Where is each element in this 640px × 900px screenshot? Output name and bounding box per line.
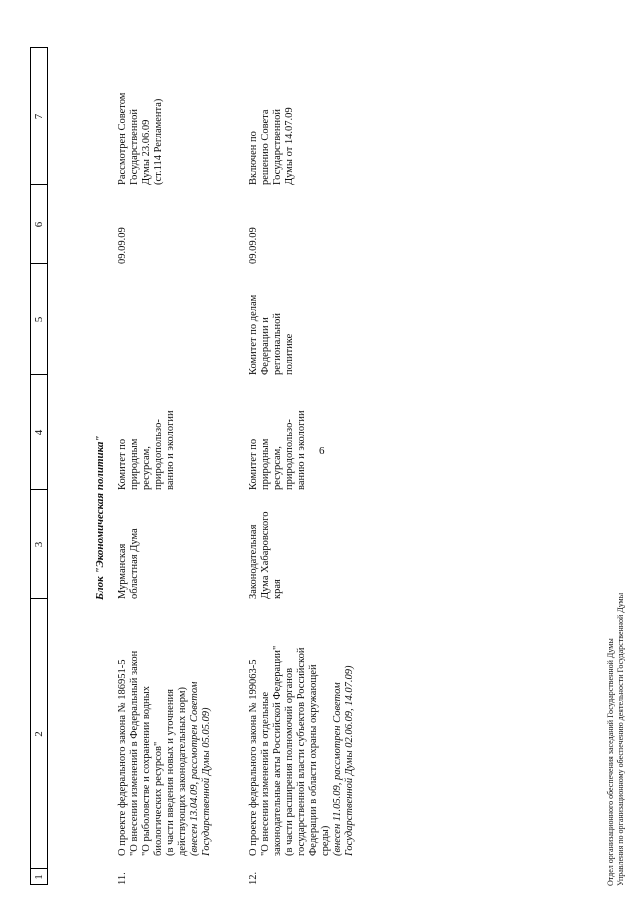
date: 09.09.09 [117, 227, 128, 264]
page-number: 6 [319, 445, 325, 457]
header-top-rule [30, 47, 31, 885]
initiator: Законодательная Дума Хабаровского края [248, 511, 283, 599]
co-executor-committee: Комитет по делам Федерации и региональной политике [248, 294, 295, 375]
column-number-7: 7 [33, 113, 45, 120]
responsible-committee: Комитет по природным ресурсам, природопользо- ванию и экологии [248, 410, 307, 490]
bill-description: О проекте федерального закона № 199063-5 "О внесении изменений в отдельные законодательные акты Российской Федерации" (в части расширения полномочий органов государственной власти субъектов Российской Федерации в области охраны окружающей среды) (внесен 11.05.09, рассмотрен Советом Государственной Думы 02.06.09, 14.07.09) [248, 645, 355, 856]
status: Включен по решению Совета Государственной Думы от 14.07.09 [248, 107, 295, 185]
footer-line: Отдел организационного обеспечения заседаний Государственной Думы [606, 638, 615, 886]
bill-description: О проекте федерального закона № 186951-5 "О внесении изменений в Федеральный закон "О рыболовстве и сохранении водных биологических ресурсов" (в части введения новых и уточнения действующих законодательных норм) (внесен 13.04.09, рассмотрен Советом Государственной Думы 05.05.09) [117, 650, 212, 856]
row-number: 11. [117, 872, 128, 885]
block-title: Блок "Экономическая политика" [94, 435, 106, 600]
column-number-3: 3 [33, 541, 45, 548]
date: 09.09.09 [248, 227, 259, 264]
column-number-4: 4 [33, 429, 45, 436]
initiator: Мурманская областная Дума [117, 528, 140, 599]
column-number-5: 5 [33, 316, 45, 323]
status: Рассмотрен Советом Государственной Думы 23.06.09 (ст.114 Регламента) [117, 92, 164, 185]
column-number-6: 6 [33, 221, 45, 228]
header-bottom-rule [47, 47, 48, 885]
column-number-1: 1 [33, 874, 45, 880]
footer-line: Управления по организационному обеспечению деятельности Государственной Думы [616, 592, 625, 886]
column-number-2: 2 [33, 731, 45, 737]
row-number: 12. [248, 871, 259, 885]
responsible-committee: Комитет по природным ресурсам, природопользо- ванию и экологии [117, 410, 176, 490]
